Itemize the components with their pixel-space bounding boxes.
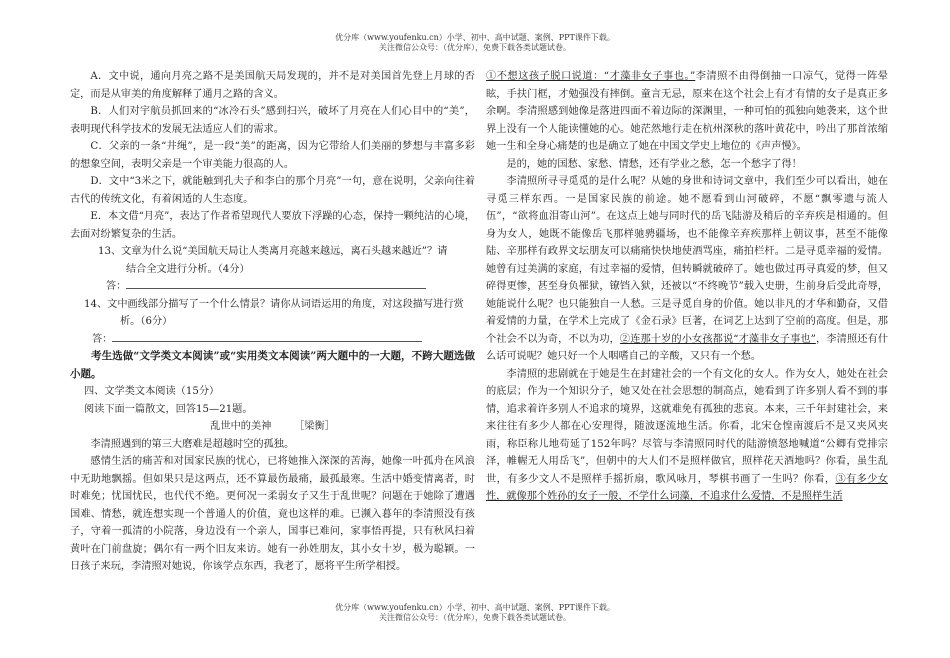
page-header [0, 33, 950, 53]
question-14: 14、文中画线部分描写了一个什么情景？请你从词语运用的角度，对这段描写进行赏 [84, 298, 464, 310]
essay-paragraph-1: 李清照遇到的第三大磨难是超越时空的孤独。 [90, 438, 295, 450]
question-13-continuation: 结合全文进行分析。（4分） [126, 263, 250, 275]
underlined-sentence-1: ①不想这孩子脱口说道：“才藻非女子事也。” [486, 71, 696, 82]
option-e: E．本文借“月亮”，表达了作者希望现代人要放下浮躁的心态，保持一颗纯洁的心境，去面对纷繁复杂的生活。 [70, 211, 475, 240]
page-footer [0, 603, 950, 623]
option-b: B．人们对宇航员抓回来的“冰冷石头”感到扫兴，破坏了月亮在人们心目中的“美”，表明现代科学技术的发展无法适应人们的需求。 [70, 106, 475, 135]
essay-paragraph-3 [486, 68, 888, 156]
header-line-2: 关注微信公众号：（优分库），免费下载各类试题试卷。 [379, 43, 571, 52]
answer-line-13 [70, 278, 475, 296]
footer-line-1: 优分库（www.youfenku.cn）小学、初中、高中试题、案例、PPT课件下载。 [335, 603, 615, 612]
essay-paragraph-6 [486, 366, 888, 506]
question-14-continuation: 析。（6分） [120, 316, 173, 327]
question-13 [70, 243, 475, 261]
essay-paragraph-5 [486, 173, 888, 366]
footer-line-2: 关注微信公众号：（优分库），免费下载各类试题试卷。 [379, 613, 571, 622]
answer-label: 答： [92, 333, 113, 345]
option-c: C．父亲的一条“井绳”，是一段“美”的距离，因为它带给人们美丽的梦想与丰富多彩的想象空间，表明父亲是一个审美能力很高的人。 [70, 141, 475, 170]
left-column [70, 68, 475, 598]
essay-paragraph-2: 感情生活的痛苦和对国家民族的忧心，已将她推入深深的苦海，她像一叶孤舟在风浪中无助地飘摇。但如果只是这两点，还不算最伤最痛，最孤最寒。生活中婚变情离者，时时难免；忧国忧民，也代代不绝。更何况一柔弱女子又生于乱世呢？问题在于她除了遭遇国难、情愁，就连想实现一个普通人的价值，竟也这样的难。已濒入暮年的李清照没有孩子，守着一孤清的小院落，身边没有一个亲人，国事已难问，家事悟再提，只有秋风扫着黄叶在门前盘旋；偶尔有一两个旧友来访。她有一孙姓朋友，其小女十岁，极为聪颖。一日孩子来玩，李清照对她说，你该学点东西，我老了，愿将平生所学相授。 [70, 456, 475, 572]
answer-line-14 [70, 331, 475, 349]
section-heading: 四、文学类文本阅读（15分） [84, 386, 220, 397]
paragraph-5-part-b: ，李清照还有什么话可说呢？她只好一个人咽嗜自己的辛酸，又只有一个愁。 [486, 333, 888, 362]
essay-title: 乱世中的美神 [210, 421, 272, 432]
paragraph-6-part-a: 李清照的悲剧就在于她是生在封建社会的一个有文化的女人。作为女人，她处在社会的底层；作为一个知识分子，她又处在社会思想的制高点，她看到了许多别人看不到的事情，追求着许多别人不追求的境界，这就难免有孤独的悲哀。本来，三千年封建社会，来来往往有多少人都在心安理得，随波逐流地生活。你看，北宋仓惶南渡后不是又夹风夹雨，称臣称儿地苟延了152年吗？尽管与李清照同时代的陆游愤怒地喊道“公卿有党排宗泽，帷幄无人用岳飞”，但朝中的大人们不是照样做官，照样花天酒地吗？你看，虽生乱世，有多少文人不是照样手摇折扇，歌风咏月，琴棋书画了一生吗？你看， [486, 368, 888, 485]
answer-label: 答： [106, 281, 127, 292]
essay-author: ［梁衡］ [294, 421, 335, 432]
header-line-1: 优分库（www.youfenku.cn）小学、初中、高中试题、案例、PPT课件下载。 [335, 33, 615, 42]
option-d: D．文中“3米之下，就能触到孔夫子和李白的那个月亮”一句，意在说明，父亲向往着古代的传统文化，有着闲适的人生态度。 [70, 176, 475, 205]
paragraph-5-part-a: 李清照所寻寻觅觅的是什么呢？从她的身世和诗词文章中，我们至少可以看出，她在寻觅三样东西。一是国家民族的前途。她不愿看到山河破碎，不愿“飘零遗与流人伍”，“欲将血泪寄山河”。在这点上她与同时代的岳飞陆游及稍后的辛弃疾是相通的。但身为女人，她既不能像岳飞那样驰骋疆场，也不能像辛弃疾那样上朝议事，甚至不能像陆、辛那样有政界文坛朋友可以痛痛快快地使酒骂座，痛拍栏杆。二是寻觅幸福的爱情。她曾有过美满的家庭，有过幸福的爱情，但转瞬就破碎了。她也做过再寻真爱的梦，但又碎得更惨，甚至身负罹狱，镣铛入狱，还被以“不终晚节”载入史册，生前身后受此奇辱，她能说什么呢？也只能独自一人愁。三是寻觅自身的价值。她以非凡的才华和勤奋，又借着爱情的力量，在学术上完成了《金石录》巨著，在词艺上达到了空前的高度。但是，那个社会不以为奇，不以为功， [486, 176, 888, 345]
essay-paragraph-4: 是的，她的国愁、家愁、情愁，还有学业之愁，怎一个愁字了得！ [506, 158, 802, 170]
selection-notice: 考生选做“文学类文本阅读”或“实用类文本阅读”两大题中的一大题，不跨大题选做小题。 [70, 350, 475, 380]
answer-underline[interactable] [112, 331, 422, 342]
essay-title-line [70, 418, 475, 436]
answer-underline[interactable] [126, 278, 426, 289]
option-a: A．文中说，通向月亮之路不是美国航天局发现的，并不是对美国首先登上月球的否定，而是从审美的角度解释了通月之路的含义。 [70, 71, 475, 100]
paragraph-3-rest: 李清照不由得倒抽一口凉气，觉得一阵晕眩，手扶门框，才勉强没有摔倒。童言无忌，原来在这个社会上有才有情的女子是真正多余啊。李清照感到她像是落进四面不着边际的深渊里，一种可怕的孤独向她袭来，这个世界上没有一个人能读懂她的心。她茫然地行走在杭州深秋的落叶黄花中，吟出了那首浓缩她一生和全身心痛楚的也是确立了她在中国文学史上地位的《声声慢》。 [486, 71, 888, 152]
question-13-text: 13、文章为什么说“美国航天局让人类离月亮越来越远，离石头越来越近”？请 [98, 246, 448, 257]
reading-instruction: 阅读下面一篇散文，回答15—21题。 [84, 403, 253, 415]
underlined-sentence-3: ③有多少女性，就像那个姓孙的女子一般，不学什么词藻，不追求什么爱情，不是照样生活 [486, 473, 888, 502]
right-column [486, 68, 888, 598]
underlined-sentence-2: ②连那十岁的小女孩都说“才藻非女子事也” [619, 333, 816, 345]
